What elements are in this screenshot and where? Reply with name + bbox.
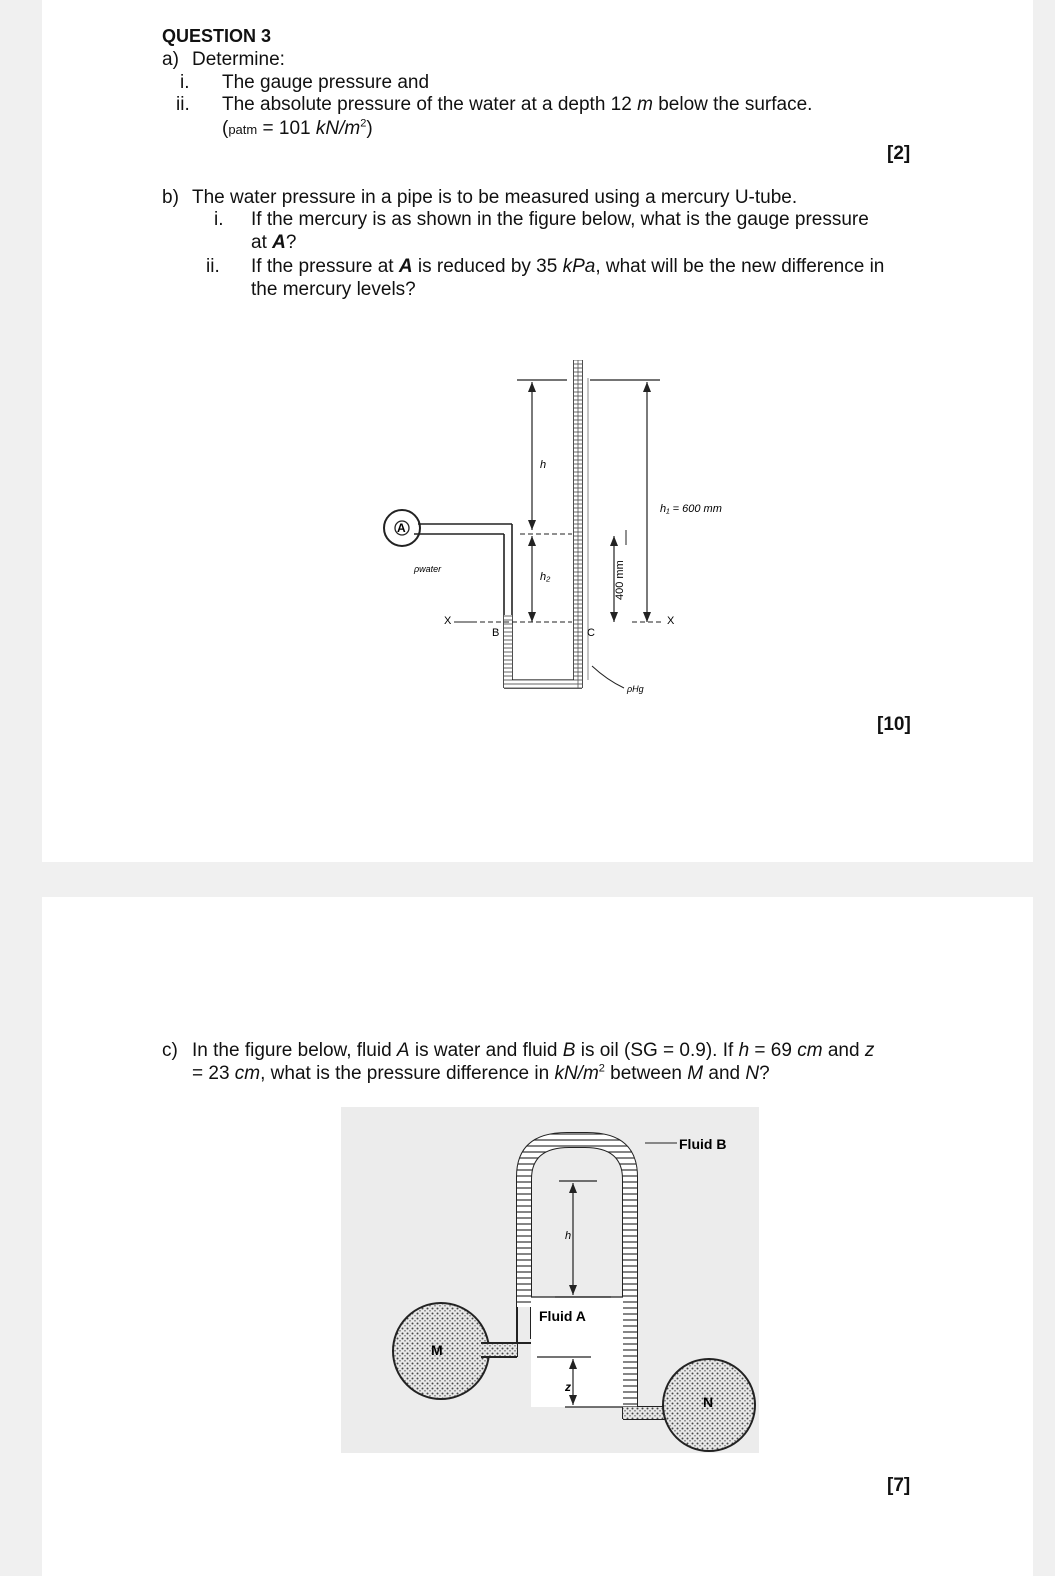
part-b-label: b): [162, 187, 179, 208]
part-c-line1: In the figure below, fluid A is water and fluid B is oil (SG = 0.9). If h = 69 cm and z: [192, 1040, 875, 1061]
part-a-marks: [2]: [887, 143, 911, 164]
part-c-marks: [7]: [887, 1475, 911, 1496]
rho-hg-label: ρHg: [627, 684, 644, 694]
page-two: [42, 897, 1033, 1576]
atmospheric-pressure-given: (patm = 101 $kN/m^2$): [222, 117, 373, 139]
part-a-intro: Determine:: [192, 49, 285, 70]
mercury-bottom: [504, 680, 582, 688]
h1-label: h₁ = 600 mm: [660, 503, 722, 515]
part-b-item-1-num: i.: [214, 209, 224, 230]
b-label: B: [492, 627, 500, 639]
point-a-label: A: [397, 521, 406, 535]
mercury-left-limb: [504, 615, 512, 688]
question-title: QUESTION 3: [162, 26, 272, 46]
m-label: M: [431, 1342, 443, 1358]
page-one: [42, 0, 1033, 862]
part-b-item-2-num: ii.: [206, 256, 220, 277]
part-b-intro: The water pressure in a pipe is to be measured using a mercury U-tube.: [192, 187, 798, 208]
rho-water-label: ρwater: [414, 564, 442, 574]
inverted-u-tube-figure: [341, 1107, 759, 1453]
h-label-c: h: [565, 1230, 572, 1242]
x-right-label: X: [667, 615, 675, 627]
h-label: h: [540, 459, 547, 471]
part-b-item-2-line1: If the pressure at A is reduced by 35 kPa, what will be the new difference in: [251, 256, 885, 277]
dim-400mm-label: 400 mm: [614, 560, 626, 600]
part-b-marks: [10]: [877, 714, 911, 735]
part-a-label: a): [162, 49, 179, 70]
part-a-item-2-num: ii.: [176, 94, 190, 115]
h2-label: h₂: [540, 571, 551, 583]
fluid-b-label: Fluid B: [679, 1136, 727, 1152]
part-a-item-2-text: The absolute pressure of the water at a depth 12 m below the surface.: [222, 94, 813, 115]
c-label: C: [587, 627, 595, 639]
part-c-label: c): [162, 1040, 178, 1061]
fluid-a-label: Fluid A: [539, 1308, 586, 1324]
x-left-label: X: [444, 615, 452, 627]
part-b-item-1-line1: If the mercury is as shown in the figure below, what is the gauge pressure: [251, 209, 869, 230]
z-label: z: [565, 1380, 571, 1394]
n-label: N: [703, 1394, 714, 1410]
part-c-line2: = 23 cm, what is the pressure difference in $kN/m^2$ between M and N?: [192, 1062, 770, 1084]
part-a-item-1-num: i.: [180, 72, 190, 93]
part-b-item-2-line2: the mercury levels?: [251, 279, 416, 300]
part-a-item-1-text: The gauge pressure and: [222, 72, 430, 93]
u-tube-manometer-figure: [342, 350, 722, 710]
part-b-item-1-line2: at A?: [251, 232, 297, 253]
